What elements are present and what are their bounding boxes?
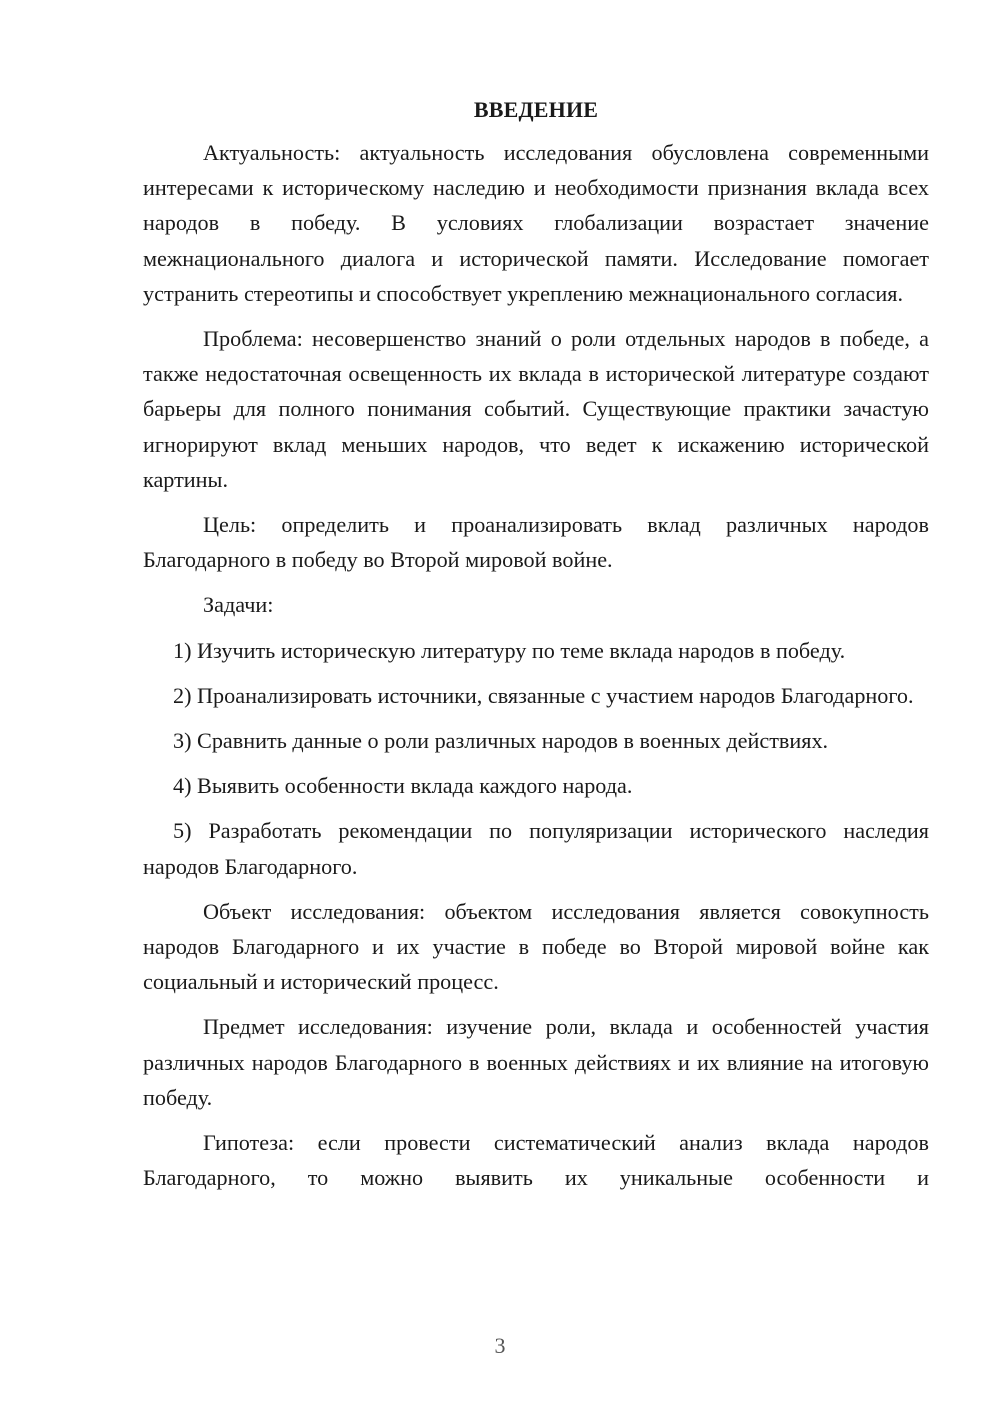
paragraph-subject: Предмет исследования: изучение роли, вклада и особенностей участия различных народов Благодарного в военных действиях и их влияние на итоговую победу. (143, 1014, 929, 1110)
task-item-4: 4) Выявить особенности вклада каждого народа. (173, 773, 633, 799)
paragraph-hypothesis: Гипотеза: если провести систематический анализ вклада народов Благодарного, то можно выявить их уникальные особенности и (143, 1130, 929, 1191)
paragraph-problem: Проблема: несовершенство знаний о роли отдельных народов в победе, а также недостаточная освещенность их вклада в исторической литературе создают барьеры для полного понимания событий. Существующие практики зачастую игнорируют вклад меньших народов, что ведет к искажению исторической картины. (143, 326, 929, 492)
tasks-label: Задачи: (203, 592, 274, 618)
task-item-1: 1) Изучить историческую литературу по теме вклада народов в победу. (173, 637, 846, 663)
section-heading: ВВЕДЕНИЕ (473, 97, 599, 122)
paragraph-object: Объект исследования: объектом исследования является совокупность народов Благодарного и их участие в победе во Второй мировой войне как социальный и исторический процесс. (143, 898, 929, 995)
paragraph-goal: Цель: определить и проанализировать вклад различных народов Благодарного в победу во Второй мировой войне. (143, 512, 929, 573)
paragraph-actuality: Актуальность: актуальность исследования обусловлена современными интересами к историческому наследию и необходимости признания вклада всех народов в победу. В условиях глобализации возрастает значение межнационального диалога и исторической памяти. Исследование помогает устранить стереотипы и способствует укреплению межнационального согласия. (143, 140, 929, 306)
page-number: 3 (494, 1333, 506, 1358)
task-item-3: 3) Сравнить данные о роли различных народов в военных действиях. (173, 728, 829, 754)
task-item-5: 5) Разработать рекомендации по популяризации исторического наследия народов Благодарного. (143, 818, 929, 879)
task-item-2: 2) Проанализировать источники, связанные с участием народов Благодарного. (173, 682, 914, 708)
document-body (143, 95, 929, 1205)
